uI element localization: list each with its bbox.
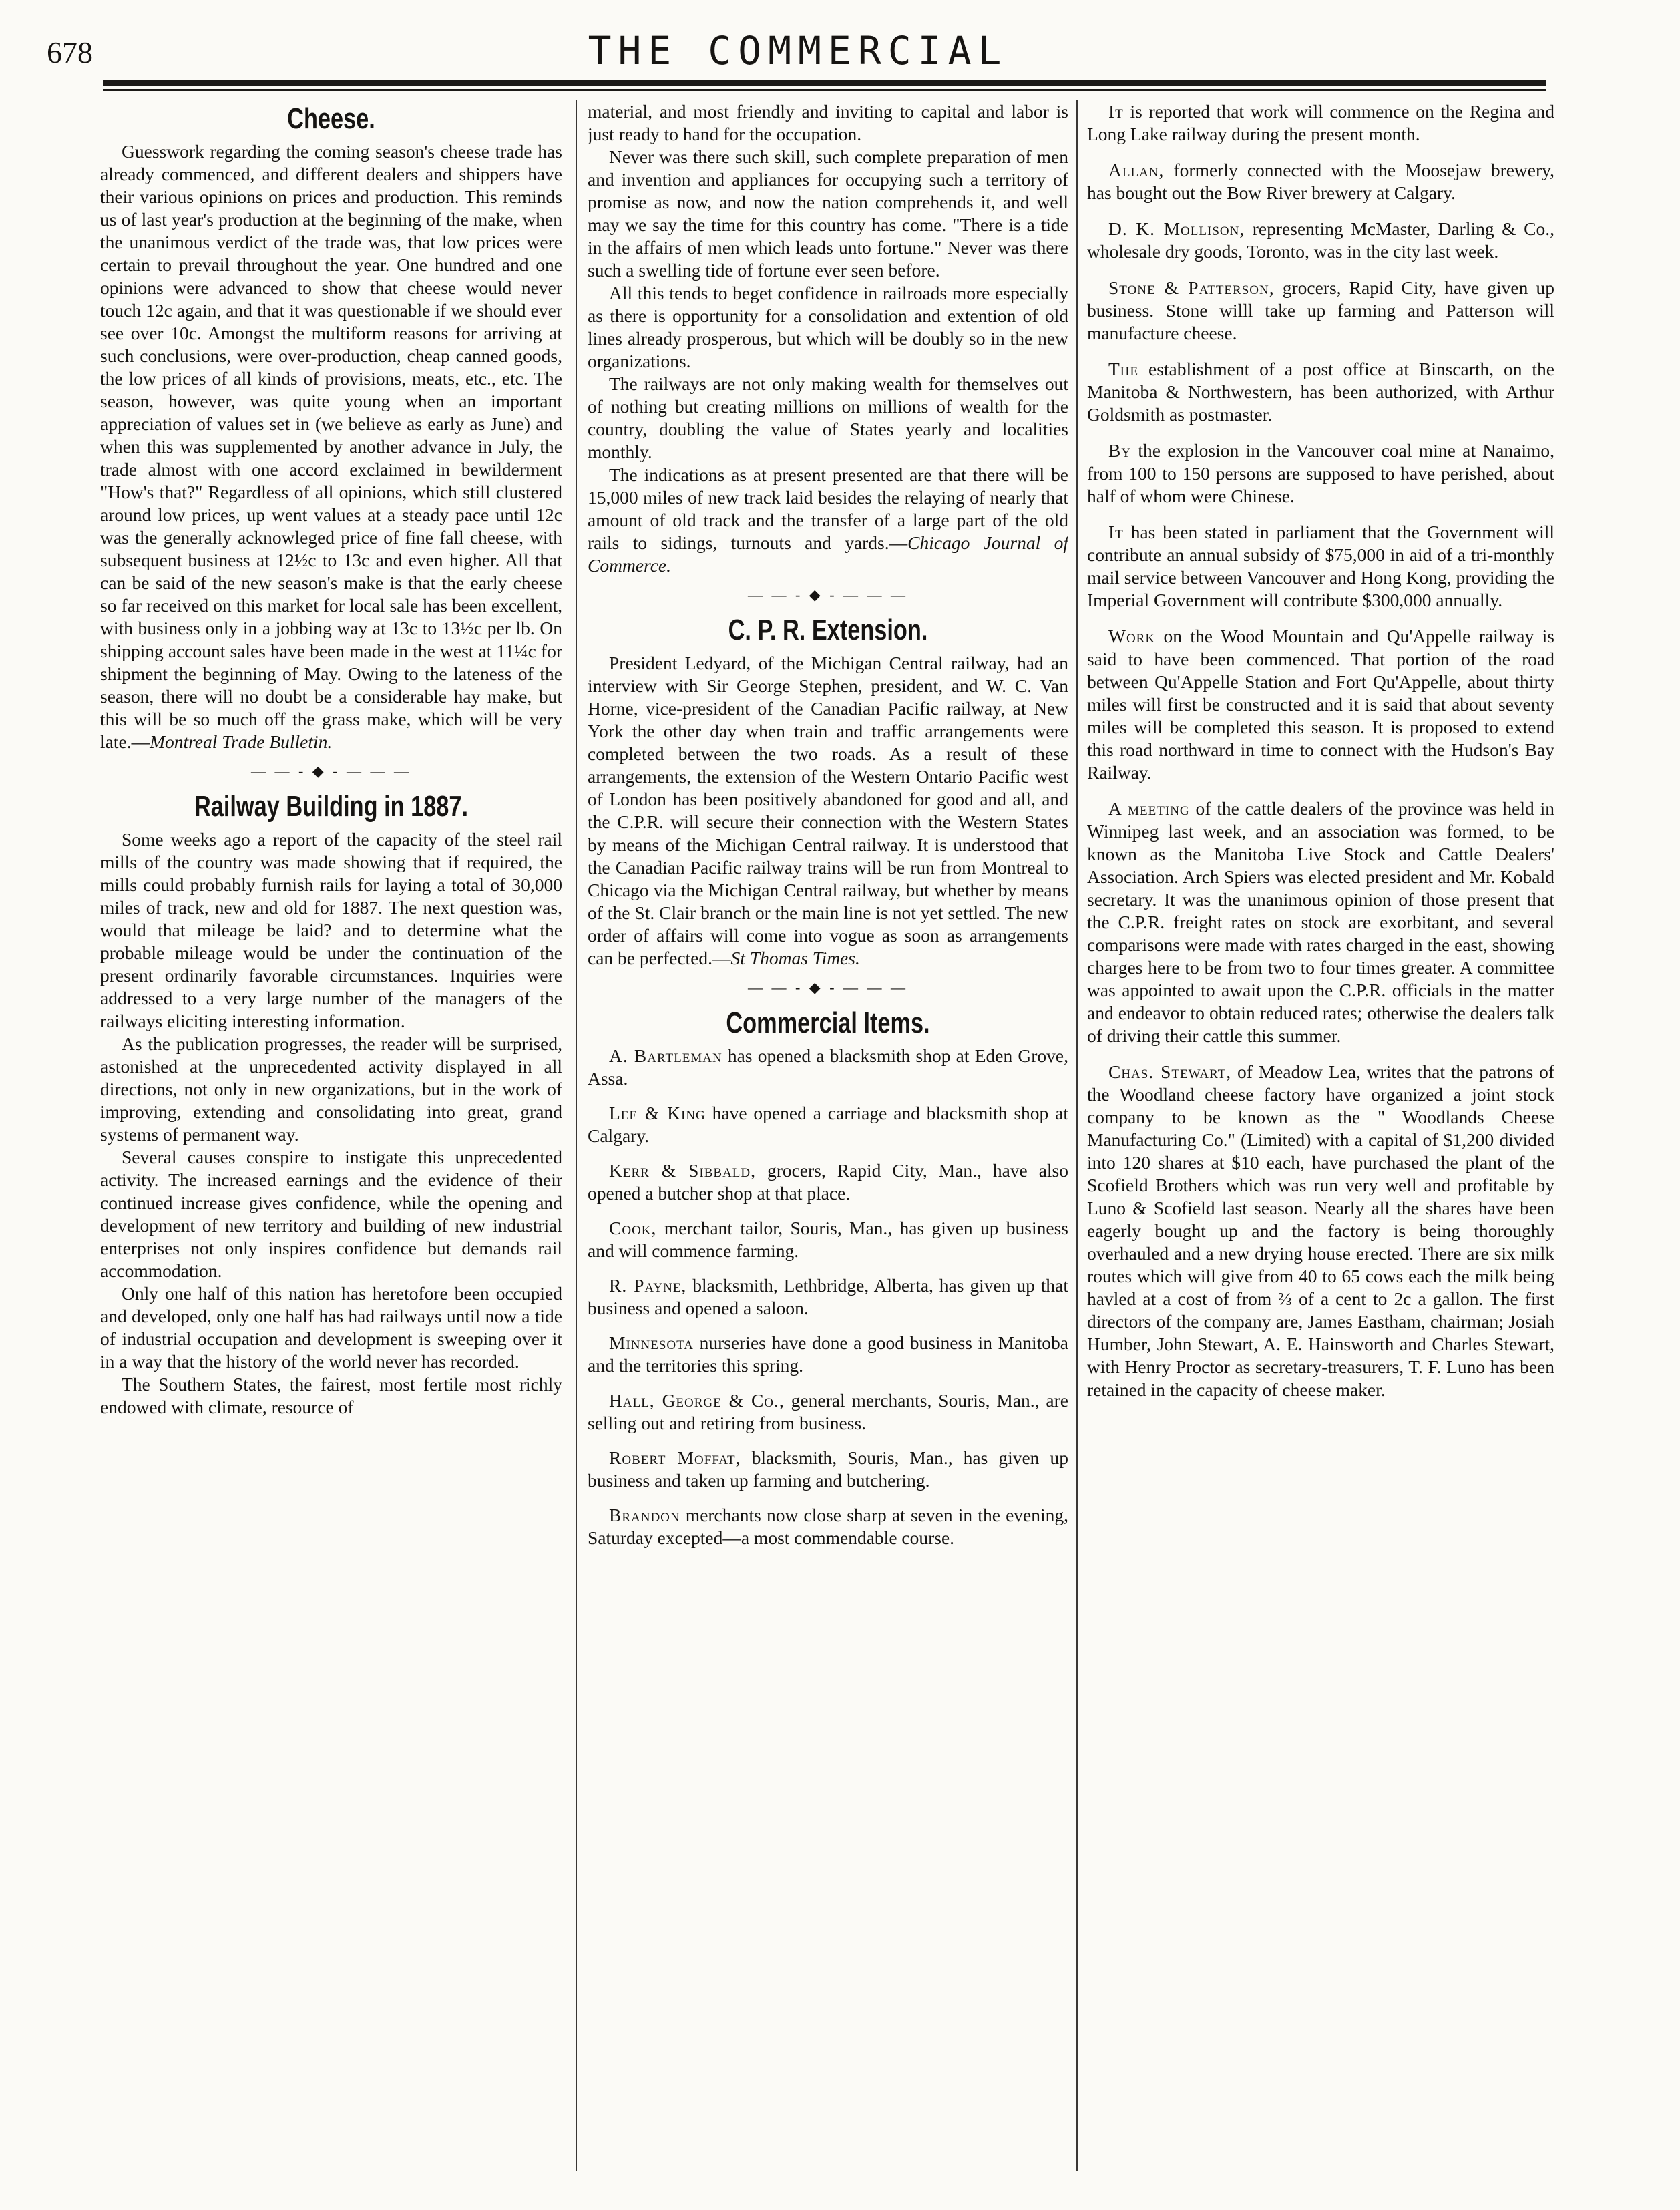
commercial-item-lead: Kerr & Sibbald,	[609, 1160, 756, 1181]
news-brief-lead: It	[1108, 101, 1124, 122]
commercial-item	[588, 1332, 1068, 1377]
news-brief-text: of Meadow Lea, writes that the patrons of the Woodland cheese factory have organized a joint stock company to be known as the " Woodlands Cheese Manufacturing Co." (Limited) with a capital of $1,200 divided into 120 shares at $10 each, have purchased the plant of the Scofield Brothers which was run very well and profitable by Luno & Scofield last season. Nearly all the shares have been eagerly bought up and the factory is being thoroughly overhauled and a new drying house erected. There are six milk routes which will give from 40 to 65 cows each the milk being havled at a cost of from ⅔ of a cent to 2c a gallon. The first directors of the company are, James Eastham, chairman; Josiah Humber, John Stewart, A. E. Hainsworth and Charles Stewart, with Henry Proctor as secretary-treasurers, T. F. Luno has been retained in the capacity of cheese maker.	[1087, 1061, 1554, 1400]
news-brief-lead: Allan,	[1108, 160, 1165, 180]
section-ornament: — — - ◆ - — — —	[747, 586, 909, 603]
column-middle	[588, 100, 1068, 2184]
commercial-items-list	[588, 1045, 1068, 1549]
railway-continued-paragraph: Never was there such skill, such complete preparation of men and invention and appliances for occupying such a territory of promise as now, and now the nation comprehends it, and well may we say the time for this country has come. "There is a tide in the affairs of men which leads unto fortune." Never was there such a swelling tide of fortune ever seen before.	[588, 146, 1068, 281]
news-brief-text: on the Wood Mountain and Qu'Appelle railway is said to have been commenced. That portion of the road between Qu'Appelle Station and Fort Qu'Appelle, about thirty miles will first be constructed and it is said that about seventy miles will be completed this season. It is proposed to extend this road northward in time to connect with the Hudson's Bay Railway.	[1087, 626, 1554, 783]
commercial-item-lead: Hall, George & Co.,	[609, 1390, 785, 1411]
cheese-headline: Cheese.	[287, 102, 375, 135]
news-brief	[1087, 521, 1554, 612]
commercial-item	[588, 1217, 1068, 1262]
commercial-item-text: blacksmith, Lethbridge, Alberta, has given up that business and opened a saloon.	[588, 1275, 1068, 1318]
section-ornament: — — - ◆ - — — —	[250, 763, 412, 779]
commercial-items-headline: Commercial Items.	[726, 1006, 930, 1039]
commercial-item-text: have opened a carriage and blacksmith shop at Calgary.	[588, 1103, 1068, 1146]
commercial-item-text: blacksmith, Souris, Man., has given up business and taken up farming and butchering.	[588, 1447, 1068, 1491]
railway-continued-paragraph	[588, 464, 1068, 577]
news-brief-text: the explosion in the Vancouver coal mine at Nanaimo, from 100 to 150 persons are supposed to have perished, about half of whom were Chinese.	[1087, 440, 1554, 506]
railway-paragraph: Some weeks ago a report of the capacity of the steel rail mills of the country was made showing that if required, the mills could probably furnish rails for laying a total of 30,000 miles of track, new and old for 1887. The next question was, would that mileage be laid? and to determine what the probable mileage would be under the continuation of the present ordinarily favorable circumstances. Inquiries were addressed to a very large number of the managers of the railways eliciting interesting information.	[100, 829, 562, 1031]
cpr-body: President Ledyard, of the Michigan Central railway, had an interview with Sir George Stephen, president, and W. C. Van Horne, vice-president of the Canadian Pacific railway, at New York the other day when train and traffic arrangements were completed between the two roads. As a result of these arrangements, the extension of the Western Ontario Pacific west of London has been positively abandoned for good and all, and the C.P.R. will secure their connection with the Western States by means of the Michigan Central railway. It is understood that the Canadian Pacific railway trains will be run from Montreal to Chicago via the Michigan Central railway, but whether by means of the St. Clair branch or the main line is not yet settled. The new order of affairs will come into vogue as soon as arrangements can be perfected.—	[588, 653, 1068, 968]
commercial-item-text: merchant tailor, Souris, Man., has given up business and will commence farming.	[588, 1218, 1068, 1261]
page-number: 678	[47, 35, 93, 69]
commercial-item-text: nurseries have done a good business in Manitoba and the territories this spring.	[588, 1332, 1068, 1376]
cpr-headline: C. P. R. Extension.	[728, 614, 928, 647]
commercial-item	[588, 1045, 1068, 1090]
news-brief	[1087, 100, 1554, 146]
commercial-item-text: general merchants, Souris, Man., are selling out and retiring from business.	[588, 1390, 1068, 1433]
news-brief	[1087, 625, 1554, 784]
commercial-item-lead: Lee & King	[609, 1103, 706, 1123]
railway-paragraph: Only one half of this nation has heretofore been occupied and developed, only one half has had railways until now a tide of industrial occupation and development is sweeping over it in a way that the history of the world never has recorded.	[100, 1283, 562, 1372]
railway-continued-paragraph: The railways are not only making wealth for themselves out of nothing but creating millions on millions of wealth for the country, doubling the value of States yearly and localities monthly.	[588, 373, 1068, 462]
railway-source: Chicago Journal of Commerce.	[588, 532, 1068, 576]
commercial-item	[588, 1274, 1068, 1320]
news-brief	[1087, 218, 1554, 263]
cheese-article-text	[100, 140, 562, 753]
news-brief-lead: Chas. Stewart,	[1108, 1061, 1232, 1082]
news-brief	[1087, 159, 1554, 204]
masthead-title: THE COMMERCIAL	[588, 28, 1008, 73]
news-brief-lead: By	[1108, 440, 1132, 461]
commercial-item-lead: Brandon	[609, 1505, 680, 1525]
railway-paragraph: The Southern States, the fairest, most fertile most richly endowed with climate, resource of	[100, 1374, 562, 1417]
column-right	[1087, 100, 1554, 2184]
commercial-item	[588, 1102, 1068, 1147]
railway-continued-paragraph: material, and most friendly and inviting to capital and labor is just ready to hand for the occupation.	[588, 101, 1068, 144]
news-brief-lead: D. K. Mollison,	[1108, 218, 1245, 239]
section-ornament: — — - ◆ - — — —	[747, 979, 909, 996]
news-brief	[1087, 277, 1554, 345]
commercial-item-text: grocers, Rapid City, Man., have also opened a butcher shop at that place.	[588, 1160, 1068, 1204]
commercial-item-text: has opened a blacksmith shop at Eden Grove, Assa.	[588, 1045, 1068, 1089]
news-brief-lead: Work	[1108, 626, 1156, 647]
news-brief	[1087, 439, 1554, 508]
cpr-source: St Thomas Times.	[730, 948, 860, 968]
railway-headline: Railway Building in 1887.	[194, 790, 469, 823]
news-brief-text: is reported that work will commence on the Regina and Long Lake railway during the present month.	[1087, 101, 1554, 144]
column-divider	[1076, 100, 1078, 2171]
railway-paragraph: Several causes conspire to instigate this unprecedented activity. The increased earnings and the evidence of their continued increase gives confidence, while the opening and development of new territory and building of new industrial enterprises not only inspires confidence but demands rail accommodation.	[100, 1147, 562, 1281]
cpr-article-text	[588, 652, 1068, 970]
cheese-source: Montreal Trade Bulletin.	[150, 731, 333, 752]
commercial-item	[588, 1159, 1068, 1205]
news-brief-lead: The	[1108, 359, 1139, 379]
cheese-body: Guesswork regarding the coming season's cheese trade has already commenced, and different dealers and shippers have their various opinions on prices and production. This reminds us of last year's production at the beginning of the make, when the unanimous verdict of the trade was, that low prices were certain to prevail throughout the year. One hundred and one opinions were advanced to show that cheese would never touch 12c again, and that it was questionable if we should ever see over 10c. Amongst the multiform reasons for arriving at such conclusions, were over-production, cheap canned goods, the low prices of all kinds of provisions, meats, etc., etc. The season, however, was quite young when an important appreciation of values set in (we believe as early as June) and when this was supplemented by another advance in July, the trade almost with one accord exclaimed in bewilderment "How's that?" Regardless of all opinions, which still clustered around low prices, up went values at a steady pace until 12c was the generally acknowleged price of fine fall cheese, with subsequent business at 12½c to 13c and even higher. All that can be said of the new season's make is that the early cheese so far received on this market for local sale has been excellent, with business only in a jobbing way at 13c to 13½c per lb. On shipping account sales have been made in the west at 11¼c for shipment the beginning of May. Owing to the lateness of the season, there will no doubt be a considerable hay make, but this will be so much off the grass make, which will be very late.—	[100, 141, 562, 752]
news-brief-lead: It	[1108, 522, 1124, 542]
railway-continued-paragraph: All this tends to beget confidence in railroads more especially as there is opportunity for a consolidation and extention of old lines already prosperous, but which will be doubly so in the new organizations.	[588, 283, 1068, 371]
news-brief-text: representing McMaster, Darling & Co., wholesale dry goods, Toronto, was in the city last week.	[1087, 218, 1554, 262]
news-brief-text: establishment of a post office at Binscarth, on the Manitoba & Northwestern, has been authorized, with Arthur Goldsmith as postmaster.	[1087, 359, 1554, 425]
commercial-item	[588, 1447, 1068, 1492]
commercial-item-lead: Cook,	[609, 1218, 657, 1238]
header-rule-thin	[103, 89, 1546, 91]
news-brief	[1087, 1061, 1554, 1401]
commercial-item	[588, 1389, 1068, 1435]
header-rule	[103, 80, 1546, 86]
column-left	[100, 100, 562, 2184]
news-brief-lead: A meeting	[1108, 798, 1190, 819]
commercial-item-lead: Robert Moffat,	[609, 1447, 741, 1468]
news-brief-text: formerly connected with the Moosejaw brewery, has bought out the Bow River brewery at Calgary.	[1087, 160, 1554, 203]
column-divider	[576, 100, 577, 2171]
news-brief-lead: Stone & Patterson,	[1108, 277, 1275, 298]
news-briefs-list	[1087, 100, 1554, 1401]
news-brief-text: of the cattle dealers of the province was held in Winnipeg last week, and an association was formed, to be known as the Manitoba Live Stock and Cattle Dealers' Association. Arch Spiers was elected president and Mr. Kobald secretary. It was the unanimous opinion of those present that the C.P.R. freight rates on stock are exorbitant, and several comparisons were made with rates charged in the east, showing charges here to be from two to four times greater. A committee was appointed to await upon the C.P.R. officials in the matter and endeavor to obtain reduced rates; otherwise the dealers talk of driving their cattle this summer.	[1087, 798, 1554, 1046]
commercial-item-lead: R. Payne,	[609, 1275, 687, 1296]
news-brief-text: grocers, Rapid City, have given up business. Stone willl take up farming and Patterson will manufacture cheese.	[1087, 277, 1554, 343]
commercial-item-lead: Minnesota	[609, 1332, 694, 1353]
news-brief	[1087, 797, 1554, 1047]
commercial-item-lead: A. Bartleman	[609, 1045, 722, 1066]
commercial-item	[588, 1504, 1068, 1549]
commercial-item-text: merchants now close sharp at seven in the evening, Saturday excepted—a most commendable course.	[588, 1505, 1068, 1548]
page-header	[47, 28, 1549, 81]
railway-paragraph: As the publication progresses, the reader will be surprised, astonished at the unprecedented activity displayed in all directions, not only in new organizations, but in the work of improving, extending and consolidating into great, grand systems of permanent way.	[100, 1033, 562, 1145]
railway-continued-text: The indications as at present presented are that there will be 15,000 miles of new track laid besides the relaying of nearly that amount of old track and the transfer of a large part of the old rails to sidings, turnouts and yards.—	[588, 464, 1068, 553]
news-brief-text: has been stated in parliament that the Government will contribute an annual subsidy of $75,000 in aid of a tri-monthly mail service between Vancouver and Hong Kong, providing the Imperial Government will contribute $300,000 annually.	[1087, 522, 1554, 610]
news-brief	[1087, 358, 1554, 426]
